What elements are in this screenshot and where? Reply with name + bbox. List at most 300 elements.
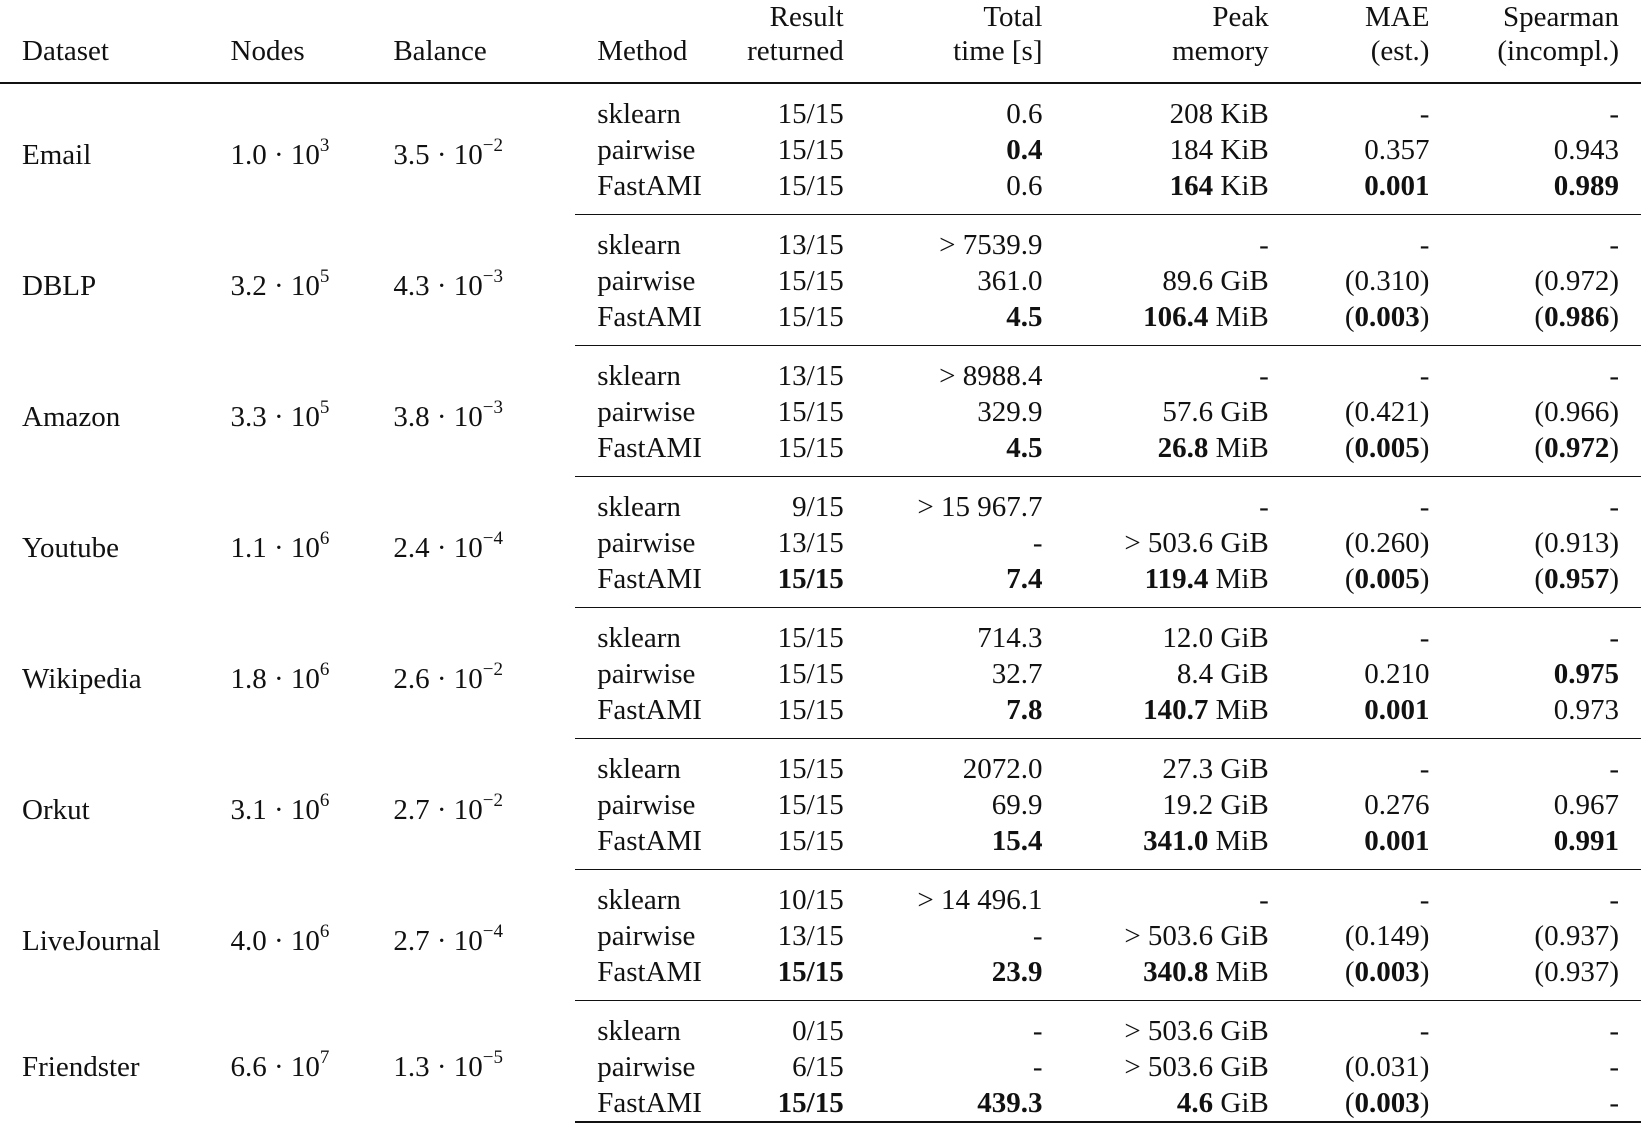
peak-memory-value: 8.4 [1176, 657, 1214, 690]
method-name: pairwise [597, 1050, 696, 1083]
total-time-cell [844, 870, 1043, 919]
spearman-value: (0.937) [1534, 919, 1619, 952]
peak-memory-unit: MiB [1215, 693, 1269, 726]
total-time-cell [844, 346, 1043, 395]
dataset-balance-cell: $1.3 \cdot 10^{-5}$ [393, 1046, 503, 1083]
nodes-exponent: 7 [319, 1046, 330, 1068]
method-name: pairwise [597, 919, 696, 952]
result-returned-value: 15/15 [777, 1086, 844, 1119]
result-returned-value: 10/15 [777, 883, 844, 916]
result-returned-value: 15/15 [777, 97, 844, 130]
total-time-cell [844, 394, 1043, 430]
mae-value: (0.149) [1344, 919, 1430, 952]
method-name: sklearn [597, 883, 681, 916]
result-returned-cell [711, 430, 844, 477]
total-time-value: 15.4 [991, 824, 1043, 857]
method-cell [575, 870, 710, 919]
method-cell [575, 132, 710, 168]
method-name: sklearn [597, 1014, 681, 1047]
nodes-exponent: 3 [319, 134, 330, 156]
table-row [0, 83, 1641, 132]
total-time-value: > 8988.4 [939, 359, 1043, 392]
result-returned-value: 6/15 [792, 1050, 844, 1083]
method-cell [575, 263, 710, 299]
spearman-cell [1429, 346, 1641, 395]
nodes-exponent: 6 [319, 527, 330, 549]
peak-memory-cell [1043, 525, 1269, 561]
mae-cell [1269, 787, 1430, 823]
mae-value: - [1419, 883, 1430, 916]
peak-memory-value: 26.8 [1157, 431, 1209, 464]
peak-memory-value: > 503.6 [1124, 919, 1214, 952]
dataset-name-cell [0, 83, 231, 215]
result-returned-cell [711, 394, 844, 430]
peak-memory-cell [1043, 823, 1269, 870]
peak-memory-cell [1043, 1049, 1269, 1085]
spearman-value: 0.957 [1544, 562, 1610, 595]
mae-value: 0.003 [1354, 300, 1420, 333]
peak-memory-unit: GiB [1220, 919, 1269, 952]
result-returned-cell [711, 83, 844, 132]
peak-memory-value: 4.6 [1176, 1086, 1214, 1119]
result-returned-cell [711, 918, 844, 954]
spearman-value: 0.991 [1553, 824, 1619, 857]
spearman-cell [1429, 83, 1641, 132]
table-row [0, 739, 1641, 788]
dataset-balance-cell: $3.5 \cdot 10^{-2}$ [393, 134, 503, 171]
spearman-value: - [1609, 883, 1619, 916]
total-time-value: - [1032, 1050, 1043, 1083]
spearman-value: 0.943 [1553, 133, 1619, 166]
method-cell [575, 787, 710, 823]
total-time-cell [844, 477, 1043, 526]
peak-memory-cell [1043, 1001, 1269, 1050]
method-name: FastAMI [597, 431, 702, 464]
peak-memory-value: 184 [1169, 133, 1214, 166]
nodes-exponent: 6 [319, 658, 330, 680]
table-row [0, 1001, 1641, 1050]
spearman-value: 0.989 [1553, 169, 1619, 202]
result-returned-value: 13/15 [777, 359, 844, 392]
mae-cell [1269, 739, 1430, 788]
total-time-cell [844, 918, 1043, 954]
result-returned-value: 15/15 [777, 169, 844, 202]
header-mae: MAE (est.) [1365, 1, 1430, 67]
mae-cell [1269, 918, 1430, 954]
peak-memory-cell [1043, 561, 1269, 608]
peak-memory-value: - [1259, 359, 1269, 392]
balance-exponent: −3 [482, 265, 503, 287]
peak-memory-value: 27.3 [1162, 752, 1214, 785]
mae-cell [1269, 132, 1430, 168]
method-cell [575, 430, 710, 477]
peak-memory-cell [1043, 394, 1269, 430]
peak-memory-cell [1043, 299, 1269, 346]
dataset-name-cell [0, 608, 231, 739]
total-time-cell [844, 692, 1043, 739]
balance-exponent: −5 [482, 1046, 503, 1068]
spearman-cell [1429, 608, 1641, 657]
balance-mantissa: 2.7 [393, 793, 430, 826]
spearman-cell [1429, 1001, 1641, 1050]
total-time-cell [844, 83, 1043, 132]
peak-memory-value: - [1259, 883, 1269, 916]
total-time-cell [844, 299, 1043, 346]
method-name: pairwise [597, 657, 696, 690]
result-returned-value: 15/15 [777, 431, 844, 464]
result-returned-value: 15/15 [777, 621, 844, 654]
method-cell [575, 1001, 710, 1050]
spearman-value: (0.913) [1534, 526, 1619, 559]
mae-value: (0.031) [1344, 1050, 1430, 1083]
total-time-value: > 14 496.1 [917, 883, 1043, 916]
method-cell [575, 83, 710, 132]
method-cell [575, 299, 710, 346]
total-time-value: > 7539.9 [939, 228, 1043, 261]
balance-exponent: −2 [482, 789, 503, 811]
result-returned-value: 15/15 [777, 955, 844, 988]
peak-memory-unit: KiB [1220, 133, 1269, 166]
mae-value: 0.001 [1364, 824, 1430, 857]
method-cell [575, 1085, 710, 1122]
dataset-nodes-cell: $1.0 \cdot 10^3$ [230, 134, 330, 171]
total-time-cell [844, 525, 1043, 561]
peak-memory-cell [1043, 477, 1269, 526]
method-cell [575, 394, 710, 430]
nodes-mantissa: 1.0 [230, 138, 267, 171]
result-returned-cell [711, 215, 844, 264]
mae-value: 0.003 [1354, 955, 1420, 988]
peak-memory-unit: GiB [1220, 1050, 1269, 1083]
total-time-cell [844, 656, 1043, 692]
mae-value: - [1419, 752, 1430, 785]
spearman-value: - [1609, 621, 1619, 654]
peak-memory-cell [1043, 263, 1269, 299]
mae-cell [1269, 608, 1430, 657]
peak-memory-cell [1043, 739, 1269, 788]
method-name: FastAMI [597, 1086, 702, 1119]
total-time-cell [844, 561, 1043, 608]
peak-memory-value: 12.0 [1162, 621, 1214, 654]
total-time-value: 23.9 [991, 955, 1043, 988]
method-cell [575, 739, 710, 788]
result-returned-value: 15/15 [777, 693, 844, 726]
result-returned-cell [711, 787, 844, 823]
peak-memory-unit: MiB [1215, 562, 1269, 595]
mae-value: 0.357 [1364, 133, 1430, 166]
peak-memory-value: > 503.6 [1124, 526, 1214, 559]
total-time-cell [844, 215, 1043, 264]
spearman-value: 0.973 [1553, 693, 1619, 726]
mae-value: (0.310) [1344, 264, 1430, 297]
spearman-cell [1429, 1085, 1641, 1122]
dataset-name: Wikipedia [22, 662, 142, 695]
mae-value: - [1419, 1014, 1430, 1047]
mae-value: - [1419, 228, 1430, 261]
total-time-value: 4.5 [1006, 431, 1043, 464]
dataset-nodes-cell: $3.1 \cdot 10^6$ [230, 789, 330, 826]
nodes-mantissa: 1.8 [230, 662, 267, 695]
peak-memory-value: 340.8 [1143, 955, 1209, 988]
method-cell [575, 656, 710, 692]
spearman-cell [1429, 263, 1641, 299]
peak-memory-unit: MiB [1215, 300, 1269, 333]
spearman-cell [1429, 656, 1641, 692]
spearman-value: - [1609, 752, 1619, 785]
nodes-mantissa: 3.2 [230, 269, 267, 302]
nodes-mantissa: 1.1 [230, 531, 267, 564]
spearman-value: - [1609, 1050, 1619, 1083]
peak-memory-value: 164 [1169, 169, 1214, 202]
nodes-mantissa: 3.3 [230, 400, 267, 433]
balance-mantissa: 2.7 [393, 924, 430, 957]
balance-exponent: −3 [482, 396, 503, 418]
dataset-name-cell [0, 346, 231, 477]
method-name: FastAMI [597, 300, 702, 333]
total-time-cell [844, 132, 1043, 168]
balance-exponent: −2 [482, 658, 503, 680]
result-returned-cell [711, 739, 844, 788]
header-balance: Balance [393, 35, 487, 67]
spearman-cell [1429, 394, 1641, 430]
dataset-nodes-cell: $3.3 \cdot 10^5$ [230, 396, 330, 433]
total-time-value: 0.4 [1006, 133, 1043, 166]
total-time-value: 361.0 [977, 264, 1043, 297]
method-cell [575, 823, 710, 870]
spearman-cell [1429, 215, 1641, 264]
mae-cell [1269, 692, 1430, 739]
balance-exponent: −4 [482, 920, 503, 942]
balance-mantissa: 1.3 [393, 1050, 430, 1083]
peak-memory-unit: MiB [1215, 824, 1269, 857]
peak-memory-value: > 503.6 [1124, 1050, 1214, 1083]
method-name: FastAMI [597, 955, 702, 988]
total-time-value: 7.4 [1006, 562, 1043, 595]
result-returned-value: 13/15 [777, 919, 844, 952]
method-name: sklearn [597, 752, 681, 785]
nodes-exponent: 6 [319, 920, 330, 942]
balance-exponent: −2 [482, 134, 503, 156]
method-cell [575, 168, 710, 215]
dataset-nodes-cell: $6.6 \cdot 10^7$ [230, 1046, 330, 1083]
peak-memory-cell [1043, 608, 1269, 657]
balance-mantissa: 4.3 [393, 269, 430, 302]
method-cell [575, 692, 710, 739]
spearman-cell [1429, 954, 1641, 1001]
spearman-cell [1429, 1049, 1641, 1085]
result-returned-cell [711, 168, 844, 215]
mae-value: 0.005 [1354, 431, 1420, 464]
total-time-value: 329.9 [977, 395, 1043, 428]
total-time-cell [844, 823, 1043, 870]
peak-memory-value: - [1259, 490, 1269, 523]
result-returned-cell [711, 263, 844, 299]
spearman-value: - [1609, 228, 1619, 261]
mae-value: (0.421) [1344, 395, 1430, 428]
peak-memory-value: > 503.6 [1124, 1014, 1214, 1047]
method-cell [575, 525, 710, 561]
mae-cell [1269, 477, 1430, 526]
result-returned-value: 9/15 [792, 490, 844, 523]
dataset-name-cell [0, 215, 231, 346]
spearman-value: - [1609, 1014, 1619, 1047]
result-returned-value: 15/15 [777, 395, 844, 428]
dataset-name: Email [22, 138, 92, 171]
spearman-cell [1429, 739, 1641, 788]
result-returned-cell [711, 477, 844, 526]
peak-memory-unit: GiB [1220, 621, 1269, 654]
mae-cell [1269, 870, 1430, 919]
result-returned-value: 15/15 [777, 264, 844, 297]
total-time-cell [844, 430, 1043, 477]
total-time-cell [844, 263, 1043, 299]
spearman-cell [1429, 477, 1641, 526]
peak-memory-value: 57.6 [1162, 395, 1214, 428]
mae-value: (0.260) [1344, 526, 1430, 559]
header-row [0, 0, 1641, 83]
dataset-nodes-cell: $1.8 \cdot 10^6$ [230, 658, 330, 695]
peak-memory-cell [1043, 1085, 1269, 1122]
peak-memory-cell [1043, 918, 1269, 954]
peak-memory-value: 140.7 [1143, 693, 1209, 726]
spearman-value: 0.972 [1544, 431, 1610, 464]
result-returned-cell [711, 692, 844, 739]
peak-memory-unit: KiB [1220, 97, 1269, 130]
dataset-balance-cell: $4.3 \cdot 10^{-3}$ [393, 265, 503, 302]
method-name: pairwise [597, 133, 696, 166]
mae-cell: (0.003) [1269, 299, 1430, 346]
peak-memory-value: 341.0 [1143, 824, 1209, 857]
spearman-value: (0.972) [1534, 264, 1619, 297]
dataset-name: Amazon [22, 400, 121, 433]
result-returned-value: 15/15 [777, 752, 844, 785]
mae-value: 0.276 [1364, 788, 1430, 821]
spearman-value: 0.975 [1553, 657, 1619, 690]
peak-memory-cell [1043, 870, 1269, 919]
mae-cell: (0.003) [1269, 1085, 1430, 1122]
method-name: pairwise [597, 526, 696, 559]
mae-value: - [1419, 490, 1430, 523]
mae-cell [1269, 83, 1430, 132]
header-nodes: Nodes [230, 35, 305, 67]
peak-memory-cell [1043, 215, 1269, 264]
peak-memory-unit: MiB [1215, 955, 1269, 988]
method-name: sklearn [597, 359, 681, 392]
total-time-value: 4.5 [1006, 300, 1043, 333]
mae-value: 0.005 [1354, 562, 1420, 595]
total-time-value: - [1032, 526, 1043, 559]
peak-memory-unit: GiB [1220, 526, 1269, 559]
method-name: pairwise [597, 264, 696, 297]
mae-value: 0.001 [1364, 169, 1430, 202]
peak-memory-value: 106.4 [1143, 300, 1209, 333]
result-returned-cell [711, 823, 844, 870]
peak-memory-value: - [1259, 228, 1269, 261]
mae-cell [1269, 394, 1430, 430]
header-method: Method [597, 35, 688, 67]
result-returned-value: 13/15 [777, 526, 844, 559]
mae-value: 0.210 [1364, 657, 1430, 690]
total-time-value: 439.3 [977, 1086, 1043, 1119]
peak-memory-unit: MiB [1215, 431, 1269, 464]
spearman-value: - [1609, 359, 1619, 392]
mae-value: - [1419, 97, 1430, 130]
dataset-balance-cell: $2.6 \cdot 10^{-2}$ [393, 658, 503, 695]
peak-memory-unit: GiB [1220, 1014, 1269, 1047]
table-row [0, 870, 1641, 919]
method-name: FastAMI [597, 693, 702, 726]
spearman-value: 0.986 [1544, 300, 1610, 333]
spearman-value: (0.937) [1534, 955, 1619, 988]
header-dataset: Dataset [22, 35, 109, 67]
balance-mantissa: 2.4 [393, 531, 430, 564]
dataset-nodes-cell: $4.0 \cdot 10^6$ [230, 920, 330, 957]
method-name: pairwise [597, 395, 696, 428]
method-name: sklearn [597, 97, 681, 130]
result-returned-cell [711, 1001, 844, 1050]
spearman-cell [1429, 132, 1641, 168]
spearman-cell [1429, 918, 1641, 954]
dataset-name: Friendster [22, 1050, 140, 1083]
result-returned-cell [711, 299, 844, 346]
mae-cell [1269, 263, 1430, 299]
method-cell [575, 608, 710, 657]
mae-cell [1269, 346, 1430, 395]
peak-memory-cell [1043, 83, 1269, 132]
mae-cell: (0.003) [1269, 954, 1430, 1001]
peak-memory-unit: GiB [1220, 1086, 1269, 1119]
peak-memory-value: 208 [1169, 97, 1214, 130]
method-name: FastAMI [597, 169, 702, 202]
header-result-returned: Result returned [747, 1, 844, 67]
spearman-cell: (0.957) [1429, 561, 1641, 608]
dataset-name-cell [0, 870, 231, 1001]
total-time-value: 714.3 [977, 621, 1043, 654]
spearman-value: (0.966) [1534, 395, 1619, 428]
mae-cell [1269, 1001, 1430, 1050]
peak-memory-unit: GiB [1220, 264, 1269, 297]
dataset-balance-cell: $2.7 \cdot 10^{-2}$ [393, 789, 503, 826]
mae-value: - [1419, 621, 1430, 654]
method-cell [575, 561, 710, 608]
dataset-name-cell [0, 477, 231, 608]
total-time-value: 32.7 [991, 657, 1043, 690]
total-time-value: 7.8 [1006, 693, 1043, 726]
dataset-name-cell [0, 739, 231, 870]
header-total-time: Total time [s] [953, 1, 1043, 67]
dataset-balance-cell: $2.7 \cdot 10^{-4}$ [393, 920, 503, 957]
peak-memory-cell [1043, 168, 1269, 215]
balance-mantissa: 3.8 [393, 400, 430, 433]
nodes-mantissa: 6.6 [230, 1050, 267, 1083]
nodes-exponent: 6 [319, 789, 330, 811]
peak-memory-unit: GiB [1220, 788, 1269, 821]
dataset-nodes-cell: $3.2 \cdot 10^5$ [230, 265, 330, 302]
spearman-cell: (0.986) [1429, 299, 1641, 346]
mae-value: 0.003 [1354, 1086, 1420, 1119]
table-row [0, 215, 1641, 264]
result-returned-value: 15/15 [777, 133, 844, 166]
method-name: sklearn [597, 490, 681, 523]
mae-cell [1269, 1049, 1430, 1085]
spearman-cell [1429, 168, 1641, 215]
result-returned-value: 15/15 [777, 300, 844, 333]
mae-cell [1269, 525, 1430, 561]
total-time-cell [844, 787, 1043, 823]
peak-memory-cell [1043, 787, 1269, 823]
result-returned-cell [711, 954, 844, 1001]
peak-memory-cell [1043, 132, 1269, 168]
